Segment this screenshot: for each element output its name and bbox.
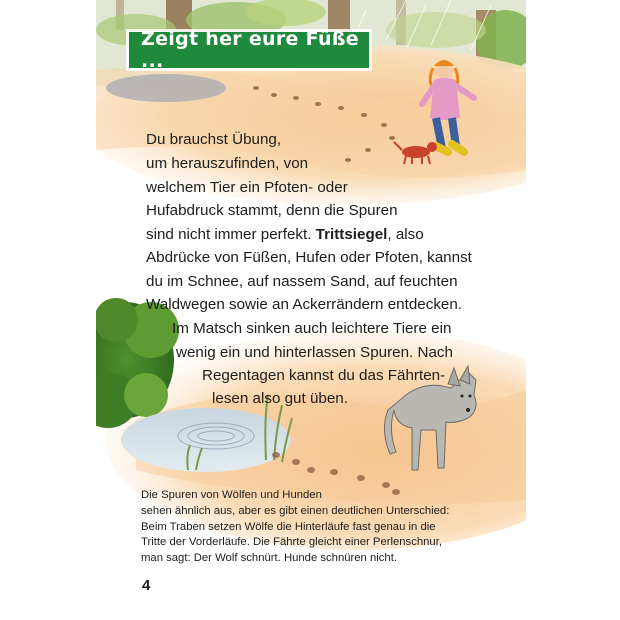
- book-page: [96, 0, 526, 620]
- body-line: wenig ein und hinterlassen Spuren. Nach: [176, 344, 453, 361]
- caption-line: Die Spuren von Wölfen und Hunden: [141, 489, 322, 501]
- body-line: Regentagen kannst du das Fährten-: [202, 367, 446, 384]
- term-trittsiegel: Trittsiegel: [315, 226, 388, 243]
- caption-line: Beim Traben setzen Wölfe die Hinterläufe fast genau in die: [141, 520, 436, 533]
- body-line: du im Schnee, auf nassem Sand, auf feuchten: [146, 273, 458, 290]
- body-line: Abdrücke von Füßen, Hufen oder Pfoten, kannst: [146, 249, 472, 266]
- body-line: Du brauchst Übung,: [146, 131, 282, 148]
- image-caption: [141, 488, 511, 567]
- body-line: Im Matsch sinken auch leichtere Tiere ein: [172, 320, 452, 337]
- page-number: 4: [142, 577, 151, 594]
- body-line: Hufabdruck stammt, denn die Spuren: [146, 202, 398, 219]
- body-line: lesen also gut üben.: [212, 390, 348, 407]
- caption-line: Tritte der Vorderläufe. Die Fährte gleicht einer Perlenschnur,: [141, 536, 442, 549]
- caption-line: sehen ähnlich aus, aber es gibt einen deutlichen Unterschied:: [141, 504, 450, 517]
- body-line-part: , also: [387, 226, 424, 243]
- chapter-title-banner: [129, 28, 369, 72]
- body-line: [146, 223, 424, 247]
- chapter-title: Zeigt her eure Füße ...: [141, 28, 359, 72]
- body-line: welchem Tier ein Pfoten- oder: [146, 179, 348, 196]
- body-line-part: sind nicht immer perfekt.: [146, 226, 316, 243]
- caption-line: man sagt: Der Wolf schnürt. Hunde schnüren nicht.: [141, 552, 397, 565]
- body-line: um herauszufinden, von: [146, 155, 309, 172]
- body-line: Waldwegen sowie an Ackerrändern entdecken.: [146, 296, 463, 313]
